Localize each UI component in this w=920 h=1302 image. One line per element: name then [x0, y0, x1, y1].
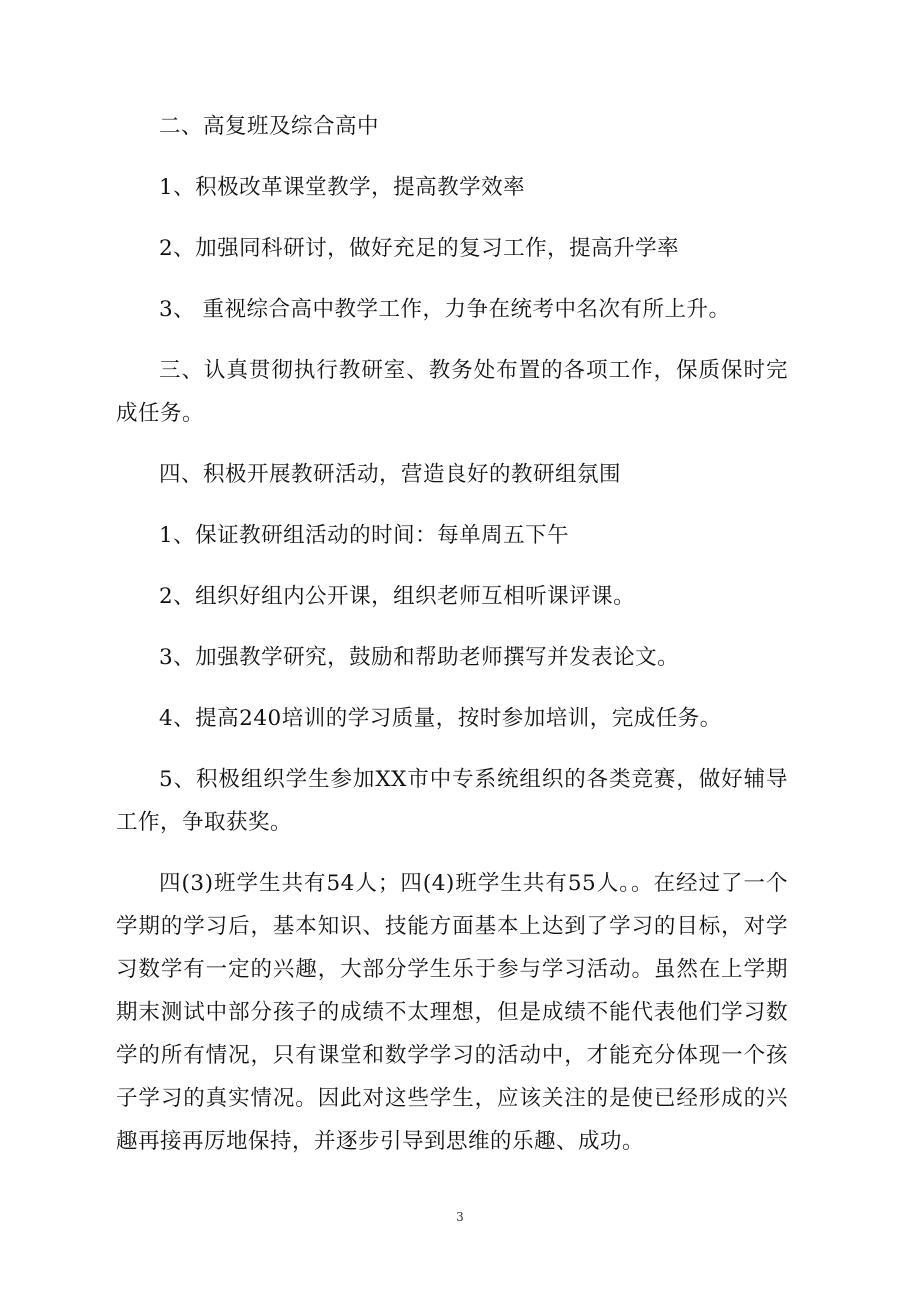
page-number: 3: [456, 1210, 464, 1224]
section-heading-3: 三、认真贯彻执行教研室、教务处布置的各项工作，保质保时完成任务。: [116, 358, 788, 426]
list-item: 1、保证教研组活动的时间：每单周五下午: [159, 523, 570, 548]
list-item: 3、 重视综合高中教学工作，力争在统考中名次有所上升。: [159, 297, 731, 322]
body-paragraph: 四(3)班学生共有54人；四(4)班学生共有55人。。在经过了一个学期的学习后，基本知识、技能方面基本上达到了学习的目标，对学习数学有一定的兴趣，大部分学生乐于参与学习活动。虽然在上学期期末测试中部分孩子的成绩不太理想，但是成绩不能代表他们学习数学的所有情况，只有课堂和数学学习的活动中，才能充分体现一个孩子学习的真实情况。因此对这些学生，应该关注的是使已经形成的兴趣再接再厉地保持，并逐步引导到思维的乐趣、成功。: [116, 871, 788, 1154]
list-item: 2、组织好组内公开课，组织老师互相听课评课。: [159, 584, 636, 609]
document-body: [116, 105, 788, 1181]
section-heading-4: 四、积极开展教研活动，营造良好的教研组氛围: [159, 462, 622, 487]
list-item: 5、积极组织学生参加XX市中专系统组织的各类竞赛，做好辅导工作，争取获奖。: [116, 767, 788, 835]
list-item: 1、积极改革课堂教学，提高教学效率: [159, 175, 526, 200]
list-item: 3、加强教学研究，鼓励和帮助老师撰写并发表论文。: [159, 645, 680, 670]
list-item: 4、提高240培训的学习质量，按时参加培训，完成任务。: [159, 706, 722, 731]
list-item: 2、加强同科研讨，做好充足的复习工作，提高升学率: [159, 236, 680, 261]
section-heading-2: 二、高复班及综合高中: [159, 114, 380, 139]
